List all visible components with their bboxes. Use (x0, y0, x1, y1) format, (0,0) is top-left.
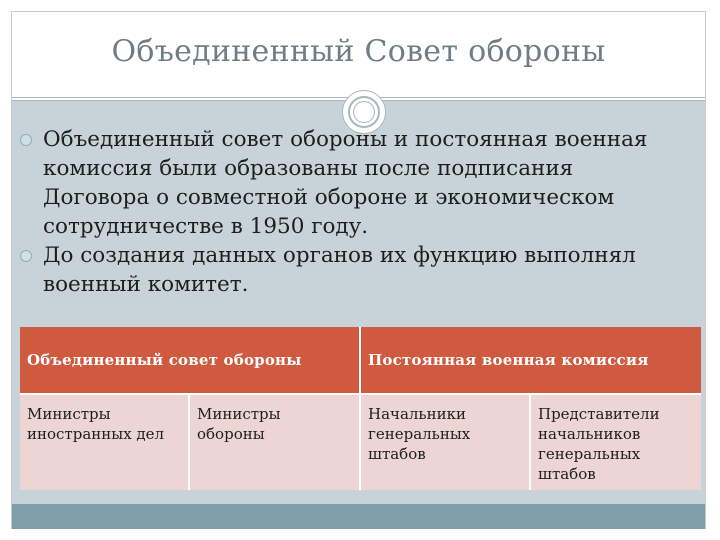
cell-foreign-ministers: Министры иностранных дел (20, 395, 188, 490)
footer-bar (12, 504, 705, 529)
cell-chiefs-representatives: Представители начальников генеральных штабов (531, 395, 701, 490)
header-military-commission: Постоянная военная комиссия (361, 327, 701, 393)
bullet-text: Объединенный совет обороны и постоянная военная комиссия были образованы после подписания Договора о совместной обороне и экономическом сотрудничестве в 1950 году. (43, 127, 648, 239)
header-joint-defense-council: Объединенный совет обороны (20, 327, 359, 393)
cell-chiefs-of-staff: Начальники генеральных штабов (361, 395, 529, 490)
slide-title: Объединенный Совет обороны (111, 34, 606, 69)
cell-defense-ministers: Министры обороны (190, 395, 359, 490)
bullet-list (20, 125, 680, 299)
bullet-item (20, 125, 680, 241)
bullet-dot-icon (20, 134, 32, 146)
bullet-dot-icon (20, 250, 32, 262)
bullet-text: До создания данных органов их функцию выполнял военный комитет. (43, 243, 636, 297)
ring-inner (353, 101, 375, 123)
bullet-item (20, 241, 680, 299)
title-area (12, 12, 705, 98)
structure-table (20, 327, 701, 490)
